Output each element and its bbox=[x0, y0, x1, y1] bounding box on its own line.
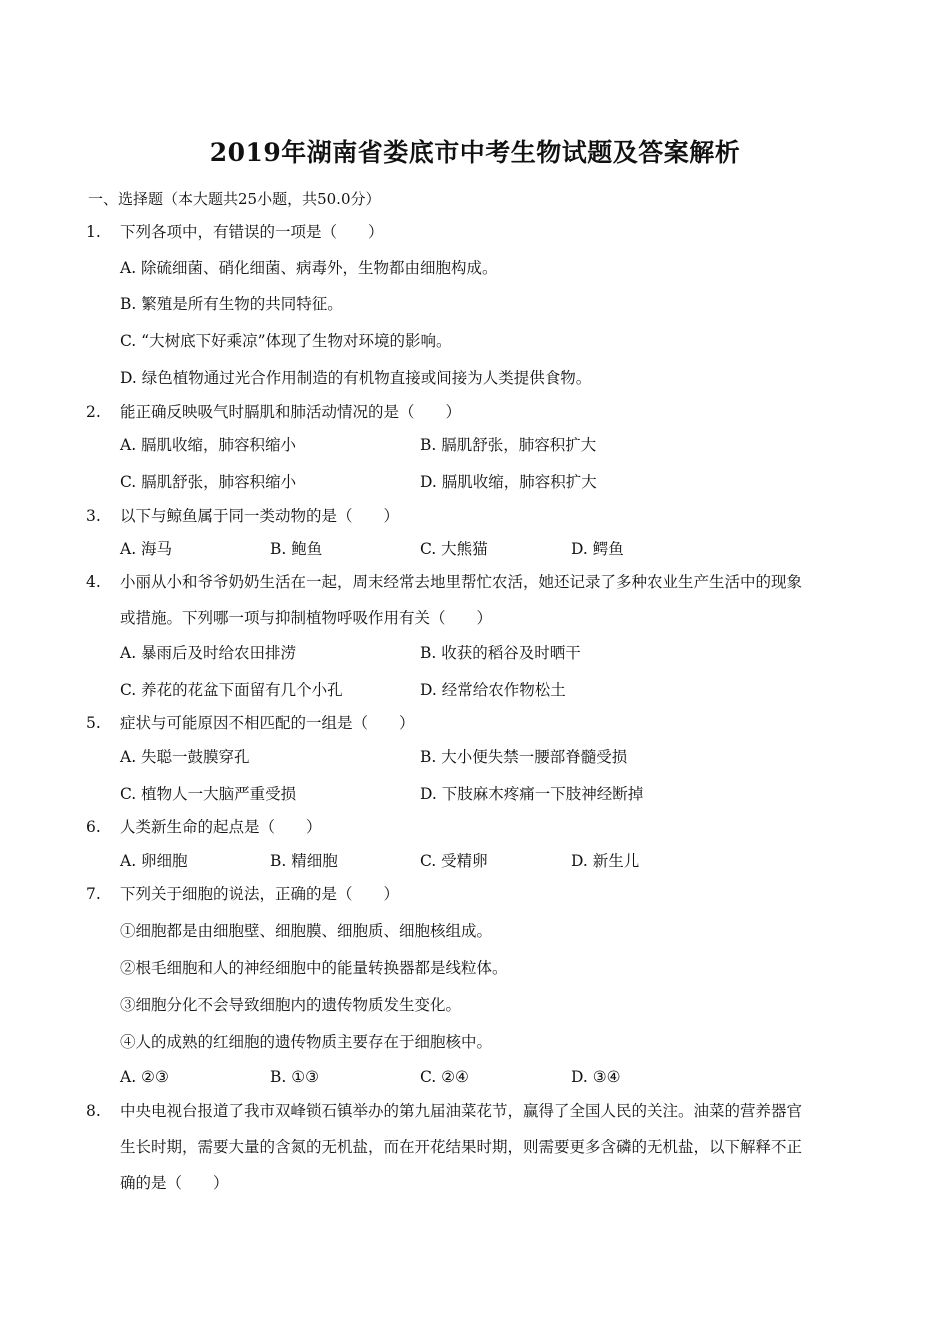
option-b: B. ①③ bbox=[270, 1068, 320, 1086]
option-d: D. 新生儿 bbox=[571, 852, 640, 870]
option-b: B. 繁殖是所有生物的共同特征。 bbox=[120, 295, 343, 313]
page-title: 2019年湖南省娄底市中考生物试题及答案解析 bbox=[209, 138, 741, 167]
question-number: 8. bbox=[86, 1102, 101, 1120]
option-c: C. 膈肌舒张，肺容积缩小 bbox=[120, 473, 297, 491]
statement: ④人的成熟的红细胞的遗传物质主要存在于细胞核中。 bbox=[120, 1033, 493, 1051]
option-a: A. 除硫细菌、硝化细菌、病毒外，生物都由细胞构成。 bbox=[120, 259, 498, 277]
option-d: D. 鳄鱼 bbox=[571, 540, 624, 558]
statement: ③细胞分化不会导致细胞内的遗传物质发生变化。 bbox=[120, 996, 462, 1014]
question-stem: 以下与鲸鱼属于同一类动物的是（ ） bbox=[120, 507, 400, 525]
question-number: 5. bbox=[86, 714, 101, 732]
option-c: C. 受精卵 bbox=[420, 852, 488, 870]
option-c: C. 大熊猫 bbox=[420, 540, 488, 558]
option-a: A. 暴雨后及时给农田排涝 bbox=[120, 644, 297, 662]
option-d: D. 下肢麻木疼痛一下肢神经断掉 bbox=[420, 785, 644, 803]
option-d: D. 膈肌收缩，肺容积扩大 bbox=[420, 473, 597, 491]
option-c: C. 养花的花盆下面留有几个小孔 bbox=[120, 681, 343, 699]
question-stem: 中央电视台报道了我市双峰锁石镇举办的第九届油菜花节，赢得了全国人民的关注。油菜的营养器官 bbox=[120, 1102, 803, 1120]
option-b: B. 鲍鱼 bbox=[270, 540, 323, 558]
option-d: D. 绿色植物通过光合作用制造的有机物直接或间接为人类提供食物。 bbox=[120, 369, 592, 387]
question-stem: 人类新生命的起点是（ ） bbox=[120, 818, 322, 836]
question-number: 4. bbox=[86, 573, 101, 591]
question-number: 3. bbox=[86, 507, 101, 525]
question-number: 1. bbox=[86, 223, 101, 241]
statement: ②根毛细胞和人的神经细胞中的能量转换器都是线粒体。 bbox=[120, 959, 508, 977]
question-number: 2. bbox=[86, 403, 101, 421]
option-a: A. 海马 bbox=[120, 540, 173, 558]
question-number: 7. bbox=[86, 885, 101, 903]
option-c: C. “大树底下好乘凉”体现了生物对环境的影响。 bbox=[120, 332, 452, 350]
section-heading: 一、选择题（本大题共25小题，共50.0分） bbox=[88, 190, 381, 208]
question-stem: 小丽从小和爷爷奶奶生活在一起，周末经常去地里帮忙农活，她还记录了多种农业生产生活中的现象 bbox=[120, 573, 803, 591]
option-b: B. 大小便失禁一腰部脊髓受损 bbox=[420, 748, 628, 766]
question-stem: 下列各项中，有错误的一项是（ ） bbox=[120, 223, 384, 241]
question-stem: 症状与可能原因不相匹配的一组是（ ） bbox=[120, 714, 415, 732]
question-stem: 生长时期，需要大量的含氮的无机盐，而在开花结果时期，则需要更多含磷的无机盐，以下解释不正 bbox=[120, 1138, 803, 1156]
option-b: B. 精细胞 bbox=[270, 852, 338, 870]
option-a: A. 失聪一鼓膜穿孔 bbox=[120, 748, 250, 766]
statement: ①细胞都是由细胞壁、细胞膜、细胞质、细胞核组成。 bbox=[120, 922, 493, 940]
option-a: A. ②③ bbox=[120, 1068, 169, 1086]
option-b: B. 收获的稻谷及时晒干 bbox=[420, 644, 581, 662]
question-stem: 确的是（ ） bbox=[120, 1174, 229, 1192]
question-stem: 或措施。下列哪一项与抑制植物呼吸作用有关（ ） bbox=[120, 609, 493, 627]
question-stem: 能正确反映吸气时膈肌和肺活动情况的是（ ） bbox=[120, 403, 462, 421]
option-a: A. 卵细胞 bbox=[120, 852, 188, 870]
option-c: C. 植物人一大脑严重受损 bbox=[120, 785, 297, 803]
option-a: A. 膈肌收缩，肺容积缩小 bbox=[120, 436, 297, 454]
option-d: D. ③④ bbox=[571, 1068, 621, 1086]
question-number: 6. bbox=[86, 818, 101, 836]
question-stem: 下列关于细胞的说法，正确的是（ ） bbox=[120, 885, 400, 903]
option-c: C. ②④ bbox=[420, 1068, 469, 1086]
option-b: B. 膈肌舒张，肺容积扩大 bbox=[420, 436, 597, 454]
option-d: D. 经常给农作物松土 bbox=[420, 681, 566, 699]
